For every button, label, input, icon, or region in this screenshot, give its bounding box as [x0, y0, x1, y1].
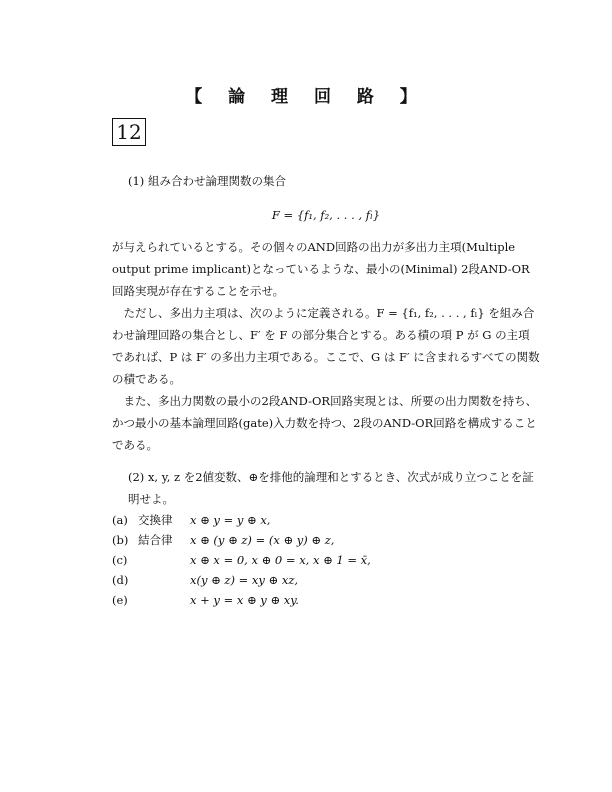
law-item-d	[112, 570, 540, 590]
law-list	[112, 510, 540, 610]
law-equation: x ⊕ (y ⊕ z) = (x ⊕ y) ⊕ z,	[190, 533, 335, 547]
part1-paragraph-3: また、多出力関数の最小の2段AND-OR回路実現とは、所要の出力関数を持ち、かつ最小の基本論理回路(gate)入力数を持つ、2段のAND-OR回路を構成することである。	[112, 394, 538, 452]
set-formula: F = {f₁, f₂, . . . , fₗ}	[271, 208, 381, 222]
law-equation: x + y = x ⊕ y ⊕ xy.	[190, 593, 299, 607]
law-label: (d)	[112, 573, 129, 587]
law-equation: x ⊕ x = 0, x ⊕ 0 = x, x ⊕ 1 = x̄,	[190, 553, 371, 567]
problem-body	[112, 170, 540, 610]
law-item-b	[112, 530, 540, 550]
law-name: 交換律	[138, 513, 173, 527]
part1-paragraph-1: が与えられているとする。その個々のAND回路の出力が多出力主項(Multiple output prime implicant)となっているような、最小の(Minimal) 2段AND-OR回路実現が存在することを示せ。	[112, 240, 530, 298]
law-label: (c)	[112, 553, 128, 567]
problem-number-box: 12	[112, 118, 146, 146]
law-equation: x(y ⊕ z) = xy ⊕ xz,	[190, 573, 299, 587]
part1-intro: (1) 組み合わせ論理関数の集合	[128, 174, 286, 188]
law-label: (e)	[112, 593, 128, 607]
law-item-e	[112, 590, 540, 610]
part2-intro: (2) x, y, z を2値変数、⊕を排他的論理和とするとき、次式が成り立つことを証明せよ。	[128, 470, 534, 506]
section-title: 【 論 理 回 路 】	[185, 87, 427, 107]
law-item-c	[112, 550, 540, 570]
law-label: (b)	[112, 533, 129, 547]
law-label: (a)	[112, 513, 128, 527]
part1-paragraph-2: ただし、多出力主項は、次のように定義される。F = {f₁, f₂, . . . , fₗ} を組み合わせ論理回路の集合とし、F′ を F の部分集合とする。ある積の項 P が G の主項であれば、P は F′ の多出力主項である。ここで、G は F′ に含まれるすべての関数の積である。	[112, 306, 540, 386]
law-item-a	[112, 510, 540, 530]
law-name: 結合律	[138, 533, 173, 547]
law-equation: x ⊕ y = y ⊕ x,	[190, 513, 271, 527]
